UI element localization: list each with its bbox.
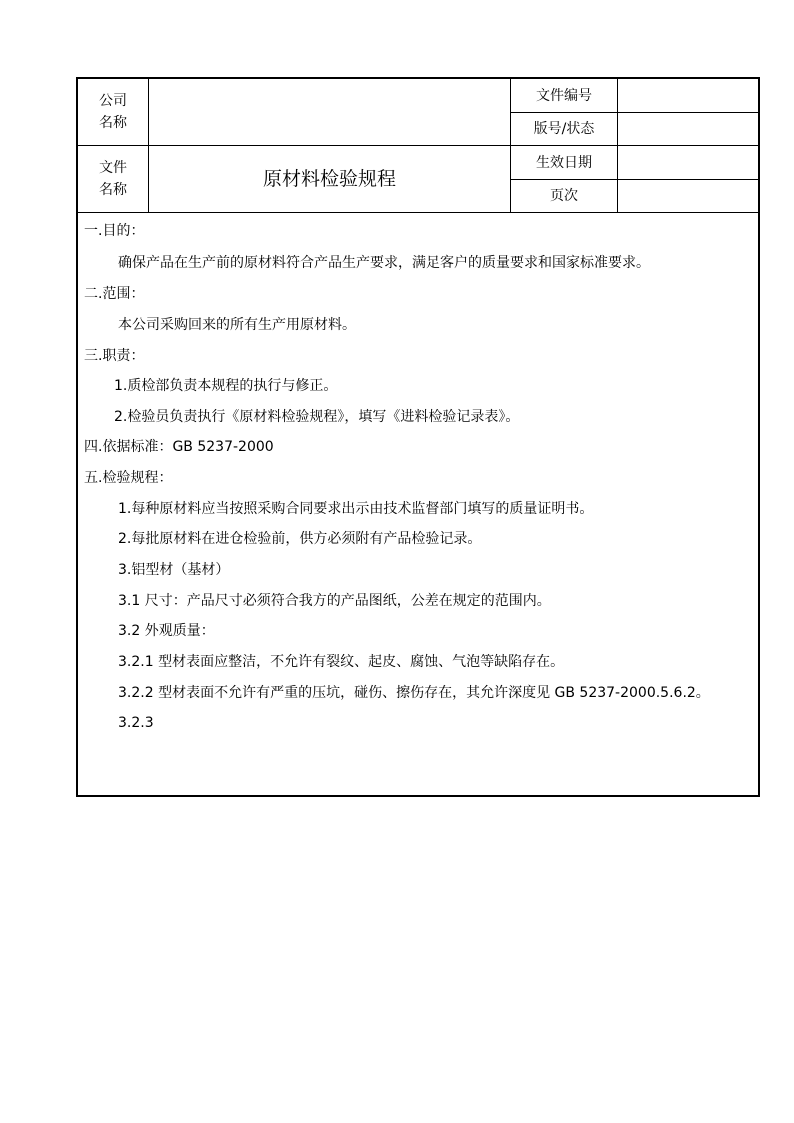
effective-date-label: 生效日期 (511, 146, 618, 180)
section-duty-heading: 三.职责： (84, 348, 145, 364)
scope-text: 本公司采购回来的所有生产用原材料。 (118, 317, 356, 333)
effective-date-value (618, 146, 758, 180)
purpose-text: 确保产品在生产前的原材料符合产品生产要求，满足客户的质量要求和国家标准要求。 (118, 255, 650, 271)
inspection-item-3-2: 3.2 外观质量： (118, 623, 215, 639)
duty-item-1: 1.质检部负责本规程的执行与修正。 (114, 378, 338, 394)
doc-no-value (618, 79, 758, 113)
version-label: 版号/状态 (511, 113, 618, 146)
header-table (78, 79, 758, 213)
inspection-item-3-2-2: 3.2.2 型材表面不允许有严重的压坑，碰伤、擦伤存在，其允许深度见 GB 5237-2000.5.6.2。 (118, 685, 710, 701)
inspection-item-3: 3.铝型材（基材） (118, 562, 230, 578)
company-label (78, 79, 149, 146)
document-form (76, 77, 760, 797)
page-label: 页次 (511, 180, 618, 213)
company-label-line2: 名称 (99, 115, 127, 131)
section-standard: 四.依据标准：GB 5237-2000 (84, 439, 274, 455)
page-value (618, 180, 758, 213)
inspection-item-1: 1.每种原材料应当按照采购合同要求出示由技术监督部门填写的质量证明书。 (118, 501, 594, 517)
version-value (618, 113, 758, 146)
company-label-line1: 公司 (99, 93, 127, 109)
inspection-item-2: 2.每批原材料在进仓检验前，供方必须附有产品检验记录。 (118, 531, 482, 547)
file-label (78, 146, 149, 213)
file-label-line2: 名称 (99, 182, 127, 198)
inspection-item-3-2-3: 3.2.3 (118, 715, 154, 731)
inspection-item-3-1: 3.1 尺寸：产品尺寸必须符合我方的产品图纸，公差在规定的范围内。 (118, 593, 551, 609)
section-scope-heading: 二.范围： (84, 286, 145, 302)
duty-item-2: 2.检验员负责执行《原材料检验规程》，填写《进料检验记录表》。 (114, 409, 520, 425)
section-inspection-heading: 五.检验规程： (84, 470, 173, 486)
section-purpose-heading: 一.目的： (84, 223, 145, 239)
file-label-line1: 文件 (99, 160, 127, 176)
document-body (78, 213, 758, 795)
inspection-item-3-2-1: 3.2.1 型材表面应整洁，不允许有裂纹、起皮、腐蚀、气泡等缺陷存在。 (118, 654, 565, 670)
company-value (149, 79, 511, 146)
doc-no-label: 文件编号 (511, 79, 618, 113)
document-title: 原材料检验规程 (149, 146, 511, 213)
